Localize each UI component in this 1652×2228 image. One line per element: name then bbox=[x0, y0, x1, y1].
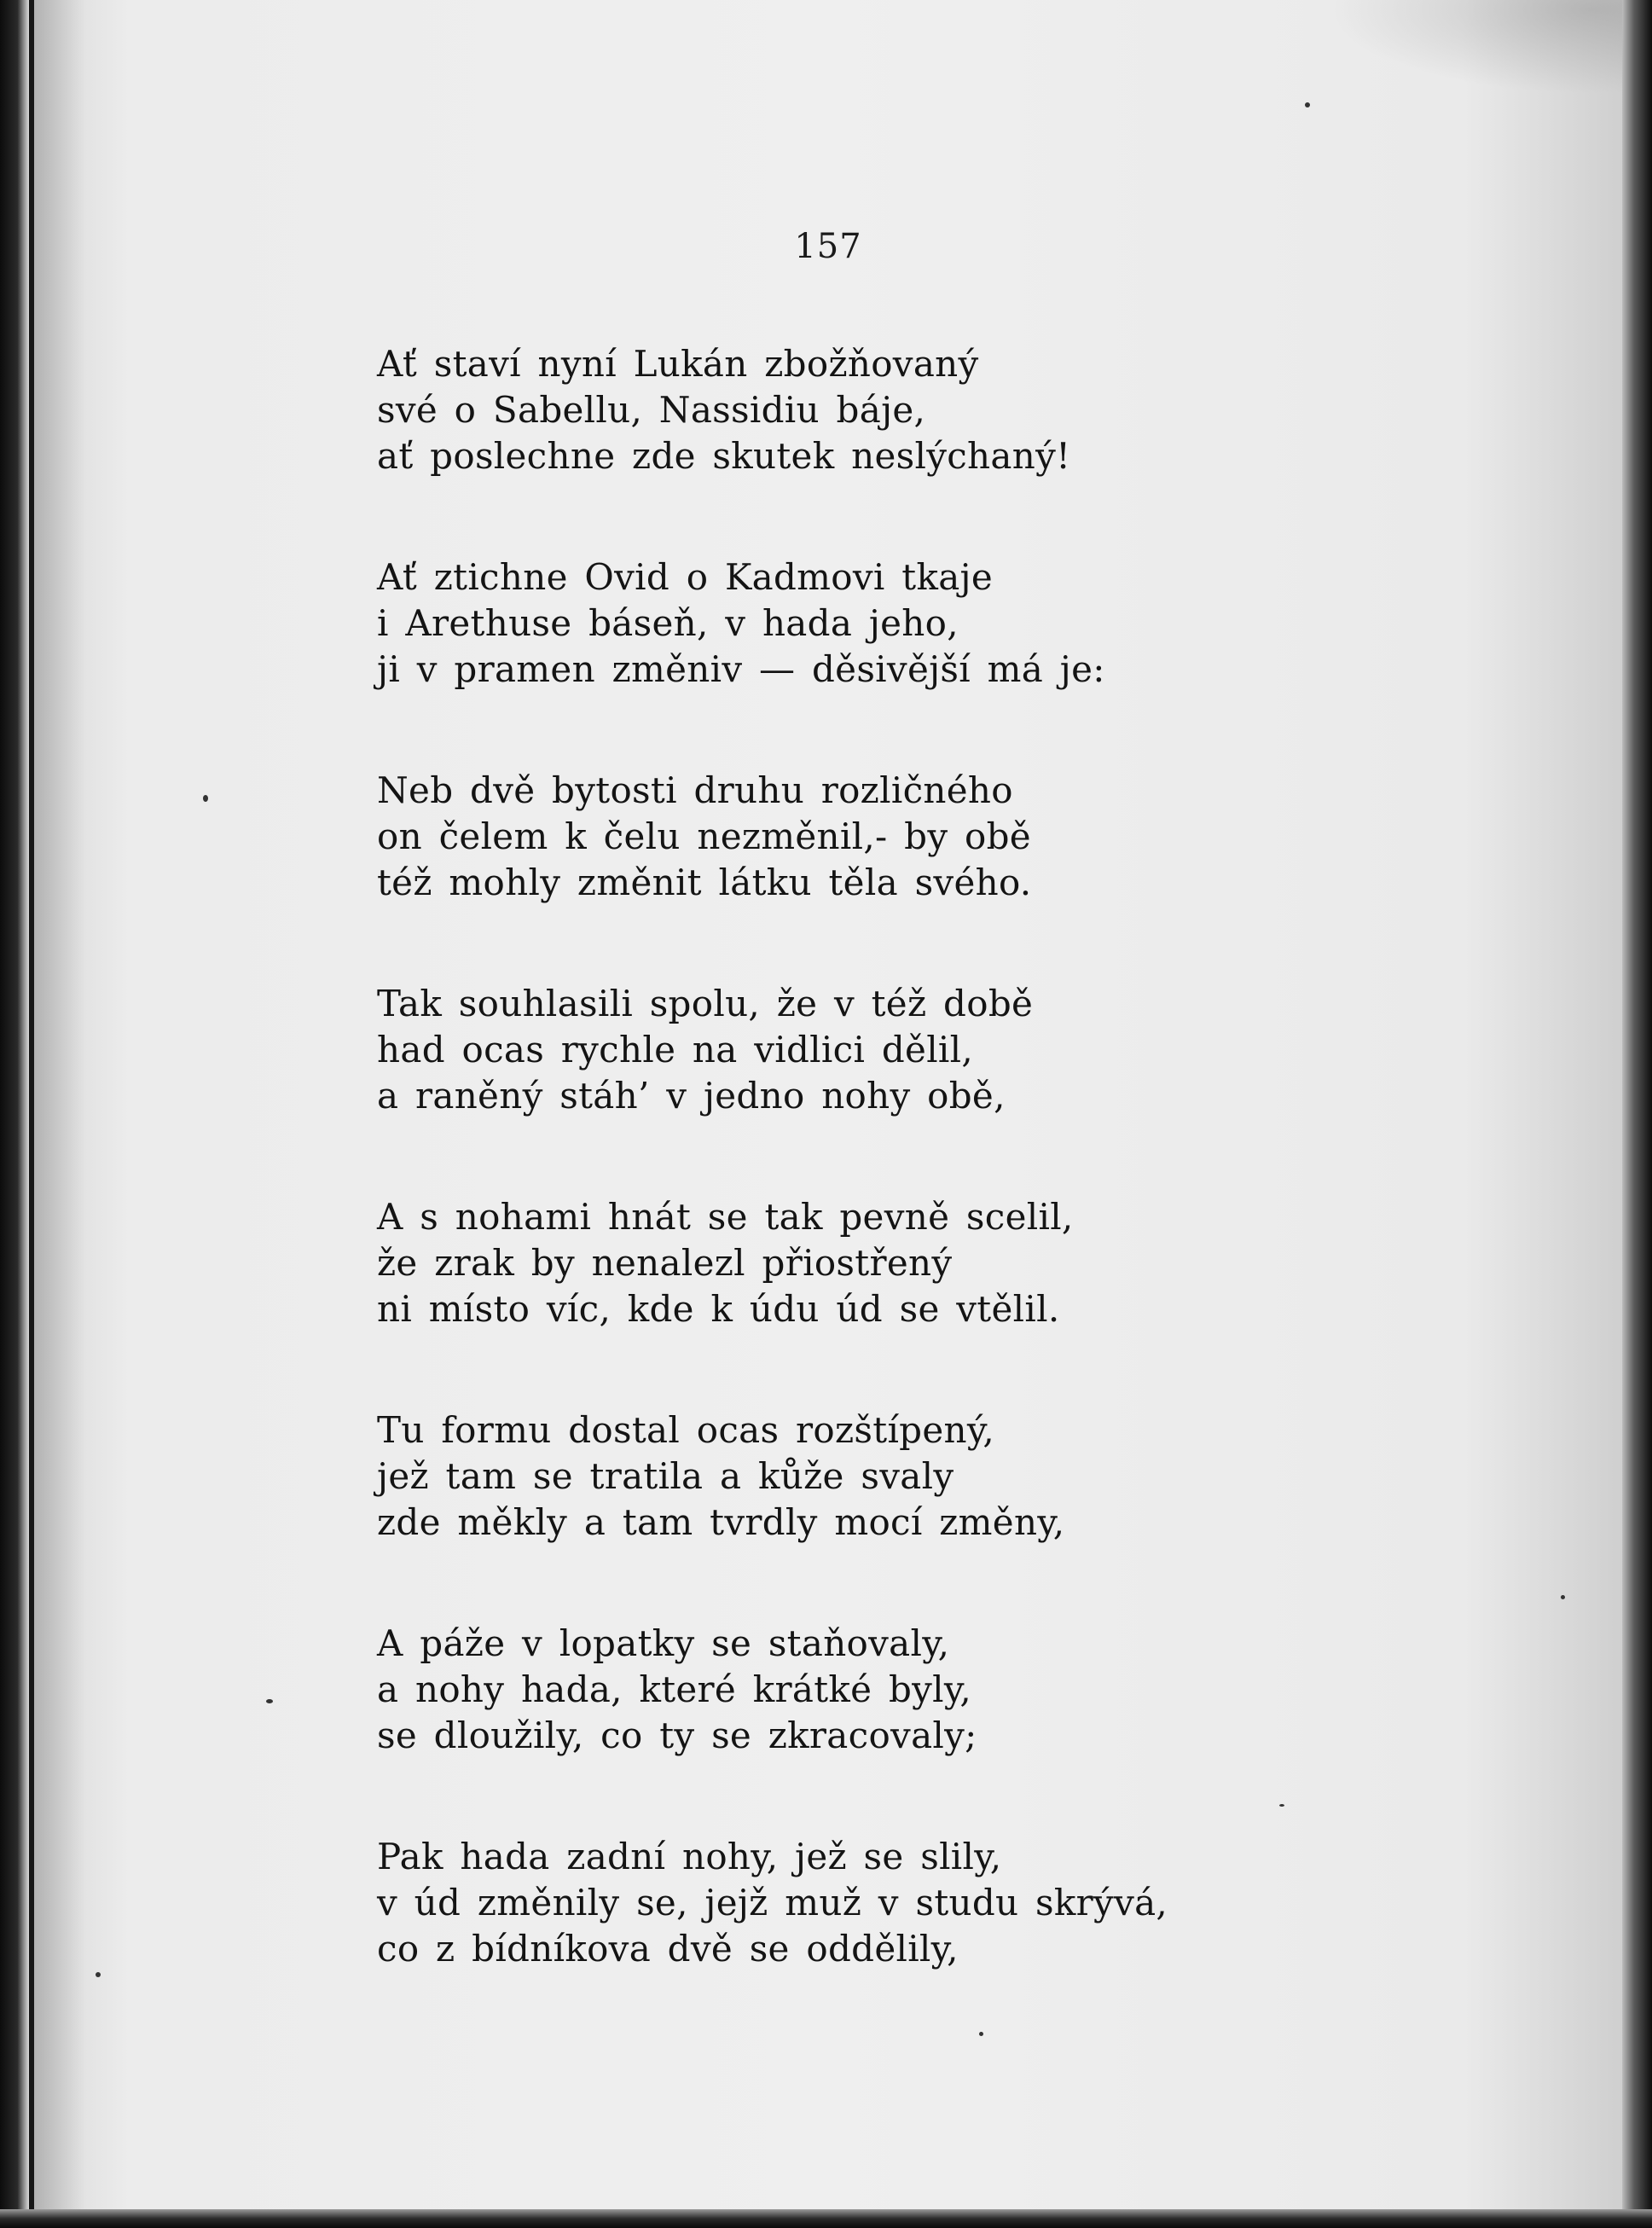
verse-line: Tu formu dostal ocas rozštípený, bbox=[377, 1409, 994, 1451]
verse-line: své o Sabellu, Nassidiu báje, bbox=[377, 389, 926, 431]
stanza bbox=[377, 768, 1315, 906]
book-page bbox=[34, 0, 1622, 2209]
stanza bbox=[377, 1194, 1315, 1332]
stanza bbox=[377, 1407, 1315, 1546]
verse-line: ji v pramen změniv — děsivější má je: bbox=[377, 648, 1105, 690]
scan-speck bbox=[266, 1699, 273, 1703]
binding-edge-left bbox=[0, 0, 29, 2228]
scan-speck bbox=[1305, 102, 1310, 107]
stanza bbox=[377, 981, 1315, 1119]
gutter-shadow bbox=[34, 0, 85, 2209]
verse-line: A páže v lopatky se staňovaly, bbox=[377, 1622, 950, 1664]
verse-line: Neb dvě bytosti druhu rozličného bbox=[377, 769, 1013, 811]
page-number: 157 bbox=[794, 227, 862, 266]
verse-line: též mohly změnit látku těla svého. bbox=[377, 862, 1032, 903]
verse-line: že zrak by nenalezl přiostřený bbox=[377, 1242, 953, 1284]
verse-line: Ať ztichne Ovid o Kadmovi tkaje bbox=[377, 556, 994, 598]
verse-line: ať poslechne zde skutek neslýchaný! bbox=[377, 435, 1071, 477]
verse-line: a raněný stáh’ v jedno nohy obě, bbox=[377, 1075, 1006, 1117]
scan-speck bbox=[1561, 1595, 1565, 1599]
scan-speck bbox=[203, 795, 208, 802]
verse-line: A s nohami hnát se tak pevně scelil, bbox=[377, 1196, 1074, 1238]
verse-line: Tak souhlasili spolu, že v též době bbox=[377, 983, 1034, 1024]
verse-line: se dloužily, co ty se zkracovaly; bbox=[377, 1715, 977, 1756]
verse-line: jež tam se tratila a kůže svaly bbox=[377, 1455, 954, 1497]
scan-edge-bottom bbox=[0, 2209, 1652, 2228]
verse-line: v úd změnily se, jejž muž v studu skrývá, bbox=[377, 1882, 1168, 1923]
verse-line: co z bídníkova dvě se oddělily, bbox=[377, 1928, 959, 1970]
poem-text bbox=[377, 341, 1315, 2047]
binding-edge-right bbox=[1622, 0, 1652, 2228]
verse-line: Pak hada zadní nohy, jež se slily, bbox=[377, 1836, 1002, 1877]
stanza bbox=[377, 1834, 1315, 1972]
verse-line: i Arethuse báseň, v hada jeho, bbox=[377, 602, 959, 644]
verse-line: ni místo víc, kde k údu úd se vtělil. bbox=[377, 1288, 1060, 1330]
verse-line: on čelem k čelu nezměnil,- by obě bbox=[377, 815, 1031, 857]
verse-line: had ocas rychle na vidlici dělil, bbox=[377, 1029, 974, 1070]
stanza bbox=[377, 341, 1315, 479]
stanza bbox=[377, 1621, 1315, 1759]
scan-smudge bbox=[1330, 0, 1652, 94]
verse-line: Ať staví nyní Lukán zbožňovaný bbox=[377, 343, 979, 385]
verse-line: zde měkly a tam tvrdly mocí změny, bbox=[377, 1501, 1065, 1543]
verse-line: a nohy hada, které krátké byly, bbox=[377, 1668, 971, 1710]
scan-speck bbox=[96, 1972, 101, 1977]
stanza bbox=[377, 554, 1315, 693]
